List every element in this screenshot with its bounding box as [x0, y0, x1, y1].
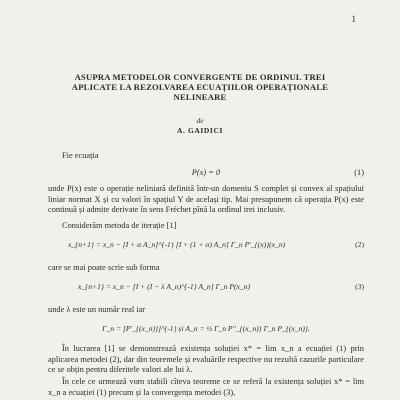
paragraph-existence: În lucrarea [1] se demonstrează existența soluției x* = lim x_n a ecuației (1) prin aplicarea metodei (2), dar din teoremele și evaluările respective nu rezultă cazurile particulare ce se obțin pentru diferitele valori ale lui λ.	[48, 344, 364, 375]
equation-4	[48, 324, 364, 335]
title-line: ASUPRA METODELOR CONVERGENTE DE ORDINUL TREI	[74, 72, 326, 82]
paragraph-definition: unde P(x) este o operație neliniară definită într-un domeniu S complet și convex al spațiului liniar normat X și cu valori în spațiul Y de același tip. Mai presupunem că operația P(x) este continuă și admite derivate în sens Fréchet pînă la ordinul trei inclusiv.	[48, 184, 364, 215]
equation-2	[48, 240, 364, 251]
page-number: 1	[351, 14, 356, 24]
paragraph-theorems: În cele ce urmează vom stabili cîteva teoreme ce se referă la existența soluției x* = lim x_n a ecuației (1) precum și la convergența metodei (3),	[48, 377, 364, 397]
equation-3	[48, 282, 364, 293]
equation-formula: P(x) = 0	[191, 168, 221, 177]
byline: de	[196, 116, 204, 125]
author-name: A. GAIDICI	[176, 126, 223, 135]
paragraph-intro: Fie ecuația	[62, 151, 99, 160]
paragraph-method: Considerăm metoda de iterație [1]	[62, 221, 177, 230]
title-line: NELINEARE	[173, 92, 227, 102]
paragraph-form: care se mai poate scrie sub forma	[48, 263, 160, 272]
title-line: APLICATE LA REZOLVAREA ECUAȚIILOR OPERAȚIONALE	[71, 82, 329, 92]
equation-number: (2)	[355, 240, 364, 249]
equation-formula: x_{n+1} = x_n − [I + α A_n]^{-1} [I + (1 + α) A_n] Γ_n P'_{(x)}(x_n)	[68, 240, 286, 249]
paragraph-lambda: unde λ este un număr real iar	[48, 305, 146, 314]
paper-title	[30, 72, 370, 102]
equation-number: (3)	[355, 282, 364, 291]
equation-formula: Γ_n = [P'_{(x_n)}]^{-1} și A_n = ½ Γ_n P''_{(x_n)} Γ_n P_{(x_n)}.	[102, 324, 310, 333]
equation-number: (1)	[354, 168, 364, 177]
equation-1	[48, 168, 364, 179]
equation-formula: x_{n+1} = x_n − [I + (I − λ A_n)^{-1} A_n] Γ_n P(x_n)	[78, 282, 251, 291]
